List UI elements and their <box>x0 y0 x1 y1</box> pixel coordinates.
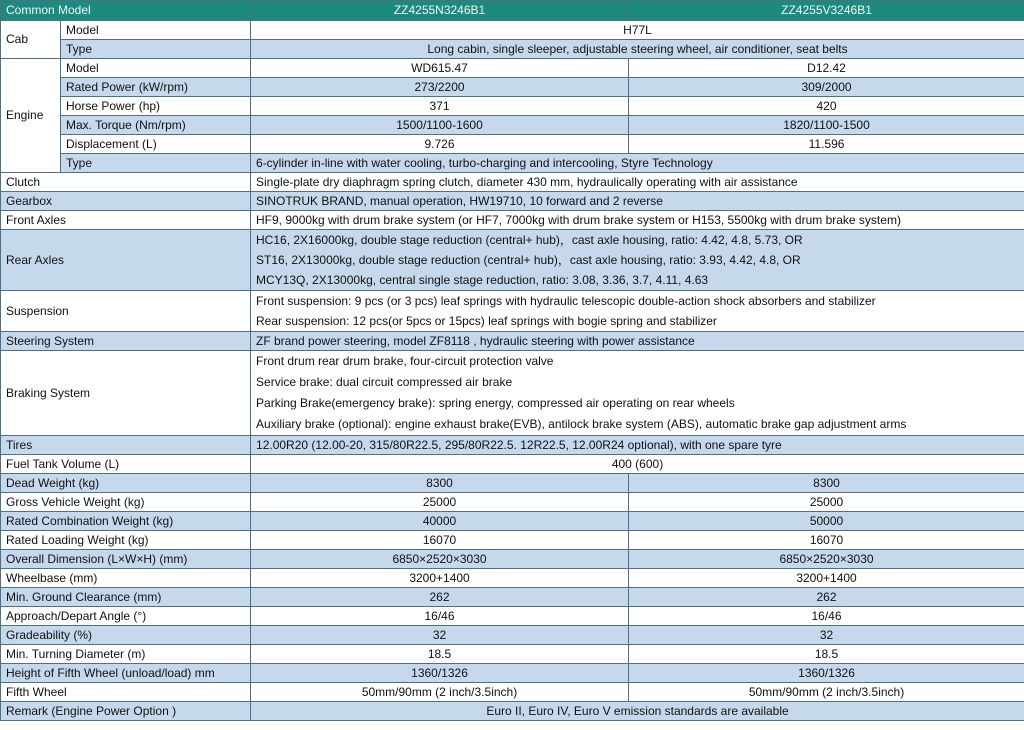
rear-axles-line: ST16, 2X13000kg, double stage reduction (central+ hub)，cast axle housing, ratio: 3.93, 4.42, 4.8, OR <box>256 253 801 267</box>
braking-line: Service brake: dual circuit compressed air brake <box>256 375 513 389</box>
model-b-header: ZZ4255V3246B1 <box>629 1 1024 21</box>
dual-row <box>1 474 1024 493</box>
dual-label: Rated Loading Weight (kg) <box>1 531 251 550</box>
gearbox-row <box>1 192 1024 211</box>
engine-value-b: 11.596 <box>629 135 1024 154</box>
tires-value: 12.00R20 (12.00-20, 315/80R22.5, 295/80R22.5. 12R22.5, 12.00R24 optional), with one spare tyre <box>251 436 1024 455</box>
engine-row <box>1 97 1024 116</box>
spec-label: Front Axles <box>1 211 251 230</box>
dual-value-b: 6850×2520×3030 <box>629 550 1024 569</box>
dual-row <box>1 512 1024 531</box>
cab-type-value: Long cabin, single sleeper, adjustable steering wheel, air conditioner, seat belts <box>251 40 1024 59</box>
braking-line: Auxiliary brake (optional): engine exhaust brake(EVB), antilock brake system (ABS), automatic brake gap adjustment arms <box>256 417 907 431</box>
dual-value-b: 16070 <box>629 531 1024 550</box>
rear-axles-line: MCY13Q, 2X13000kg, central single stage reduction, ratio: 3.08, 3.36, 3.7, 4.11, 4.63 <box>256 273 709 287</box>
fuel-value: 400 (600) <box>251 455 1024 474</box>
fuel-label: Fuel Tank Volume (L) <box>1 455 251 474</box>
dual-label: Dead Weight (kg) <box>1 474 251 493</box>
spec-value: HF9, 9000kg with drum brake system (or HF7, 7000kg with drum brake system or H153, 5500kg with drum brake system) <box>251 211 1024 230</box>
spec-label: Clutch <box>1 173 251 192</box>
engine-group-label: Engine <box>1 59 61 173</box>
dual-value-b: 25000 <box>629 493 1024 512</box>
dual-row <box>1 664 1024 683</box>
dual-label: Min. Ground Clearance (mm) <box>1 588 251 607</box>
engine-value-a: WD615.47 <box>251 59 629 78</box>
suspension-line: Rear suspension: 12 pcs(or 5pcs or 15pcs) leaf springs with bogie spring and stabilizer <box>256 314 717 328</box>
braking-line: Front drum rear drum brake, four-circuit protection valve <box>256 354 554 368</box>
engine-type-row <box>1 154 1024 173</box>
dual-value-b: 8300 <box>629 474 1024 493</box>
dual-label: Approach/Depart Angle (°) <box>1 607 251 626</box>
cab-type-label: Type <box>61 40 251 59</box>
header-label: Common Model <box>1 1 251 21</box>
engine-row-label: Rated Power (kW/rpm) <box>61 78 251 97</box>
rear-axles-row <box>1 230 1024 291</box>
engine-value-a: 273/2200 <box>251 78 629 97</box>
dual-value-b: 18.5 <box>629 645 1024 664</box>
dual-value-b: 16/46 <box>629 607 1024 626</box>
dual-value-b: 32 <box>629 626 1024 645</box>
dual-row <box>1 493 1024 512</box>
rear-axles-line: HC16, 2X16000kg, double stage reduction (central+ hub)，cast axle housing, ratio: 4.42, 4.8, 5.73, OR <box>256 233 803 247</box>
engine-row <box>1 59 1024 78</box>
dual-value-a: 25000 <box>251 493 629 512</box>
dual-value-a: 262 <box>251 588 629 607</box>
dual-value-b: 3200+1400 <box>629 569 1024 588</box>
header-row <box>1 1 1024 21</box>
dual-row <box>1 550 1024 569</box>
engine-row-label: Model <box>61 59 251 78</box>
dual-label: Gradeability (%) <box>1 626 251 645</box>
dual-row <box>1 645 1024 664</box>
spec-label: Gearbox <box>1 192 251 211</box>
dual-row <box>1 626 1024 645</box>
engine-value-b: D12.42 <box>629 59 1024 78</box>
remark-row <box>1 702 1024 721</box>
rear-axles-value <box>251 230 1024 291</box>
engine-value-b: 309/2000 <box>629 78 1024 97</box>
suspension-row <box>1 291 1024 332</box>
engine-value-a: 371 <box>251 97 629 116</box>
cab-group-label: Cab <box>1 21 61 59</box>
dual-label: Wheelbase (mm) <box>1 569 251 588</box>
dual-label: Gross Vehicle Weight (kg) <box>1 493 251 512</box>
dual-row <box>1 588 1024 607</box>
dual-value-a: 3200+1400 <box>251 569 629 588</box>
steering-row <box>1 332 1024 351</box>
engine-row-label: Displacement (L) <box>61 135 251 154</box>
cab-model-row <box>1 21 1024 40</box>
engine-type-label: Type <box>61 154 251 173</box>
dual-row <box>1 569 1024 588</box>
dual-value-a: 16070 <box>251 531 629 550</box>
dual-value-a: 18.5 <box>251 645 629 664</box>
suspension-line: Front suspension: 9 pcs (or 3 pcs) leaf springs with hydraulic telescopic double-action shock absorbers and stabilizer <box>256 294 876 308</box>
engine-value-a: 1500/1100-1600 <box>251 116 629 135</box>
dual-label: Min. Turning Diameter (m) <box>1 645 251 664</box>
dual-value-a: 1360/1326 <box>251 664 629 683</box>
dual-value-a: 8300 <box>251 474 629 493</box>
engine-row-label: Max. Torque (Nm/rpm) <box>61 116 251 135</box>
engine-type-value: 6-cylinder in-line with water cooling, turbo-charging and intercooling, Styre Technology <box>251 154 1024 173</box>
spec-value: Single-plate dry diaphragm spring clutch, diameter 430 mm, hydraulically operating with air assistance <box>251 173 1024 192</box>
dual-value-b: 50000 <box>629 512 1024 531</box>
braking-value <box>251 351 1024 436</box>
dual-value-b: 262 <box>629 588 1024 607</box>
engine-row <box>1 116 1024 135</box>
rear-axles-label: Rear Axles <box>1 230 251 291</box>
dual-value-a: 16/46 <box>251 607 629 626</box>
dual-value-a: 6850×2520×3030 <box>251 550 629 569</box>
braking-label: Braking System <box>1 351 251 436</box>
engine-row-label: Horse Power (hp) <box>61 97 251 116</box>
tires-label: Tires <box>1 436 251 455</box>
remark-label: Remark (Engine Power Option ) <box>1 702 251 721</box>
braking-row <box>1 351 1024 436</box>
dual-row <box>1 683 1024 702</box>
fuel-row <box>1 455 1024 474</box>
dual-row <box>1 607 1024 626</box>
dual-value-a: 40000 <box>251 512 629 531</box>
suspension-label: Suspension <box>1 291 251 332</box>
spec-value: SINOTRUK BRAND, manual operation, HW19710, 10 forward and 2 reverse <box>251 192 1024 211</box>
suspension-value <box>251 291 1024 332</box>
braking-line: Parking Brake(emergency brake): spring energy, compressed air operating on rear wheels <box>256 396 735 410</box>
dual-value-b: 50mm/90mm (2 inch/3.5inch) <box>629 683 1024 702</box>
dual-label: Fifth Wheel <box>1 683 251 702</box>
engine-value-a: 9.726 <box>251 135 629 154</box>
steering-label: Steering System <box>1 332 251 351</box>
dual-value-a: 32 <box>251 626 629 645</box>
remark-value: Euro II, Euro IV, Euro V emission standards are available <box>251 702 1024 721</box>
cab-type-row <box>1 40 1024 59</box>
dual-value-b: 1360/1326 <box>629 664 1024 683</box>
model-a-header: ZZ4255N3246B1 <box>251 1 629 21</box>
dual-row <box>1 531 1024 550</box>
engine-value-b: 420 <box>629 97 1024 116</box>
clutch-row <box>1 173 1024 192</box>
dual-value-a: 50mm/90mm (2 inch/3.5inch) <box>251 683 629 702</box>
steering-value: ZF brand power steering, model ZF8118 , hydraulic steering with power assistance <box>251 332 1024 351</box>
tires-row <box>1 436 1024 455</box>
front-axles-row <box>1 211 1024 230</box>
engine-row <box>1 78 1024 97</box>
dual-label: Height of Fifth Wheel (unload/load) mm <box>1 664 251 683</box>
cab-model-label: Model <box>61 21 251 40</box>
cab-model-value: H77L <box>251 21 1024 40</box>
engine-value-b: 1820/1100-1500 <box>629 116 1024 135</box>
dual-label: Rated Combination Weight (kg) <box>1 512 251 531</box>
engine-row <box>1 135 1024 154</box>
dual-label: Overall Dimension (L×W×H) (mm) <box>1 550 251 569</box>
